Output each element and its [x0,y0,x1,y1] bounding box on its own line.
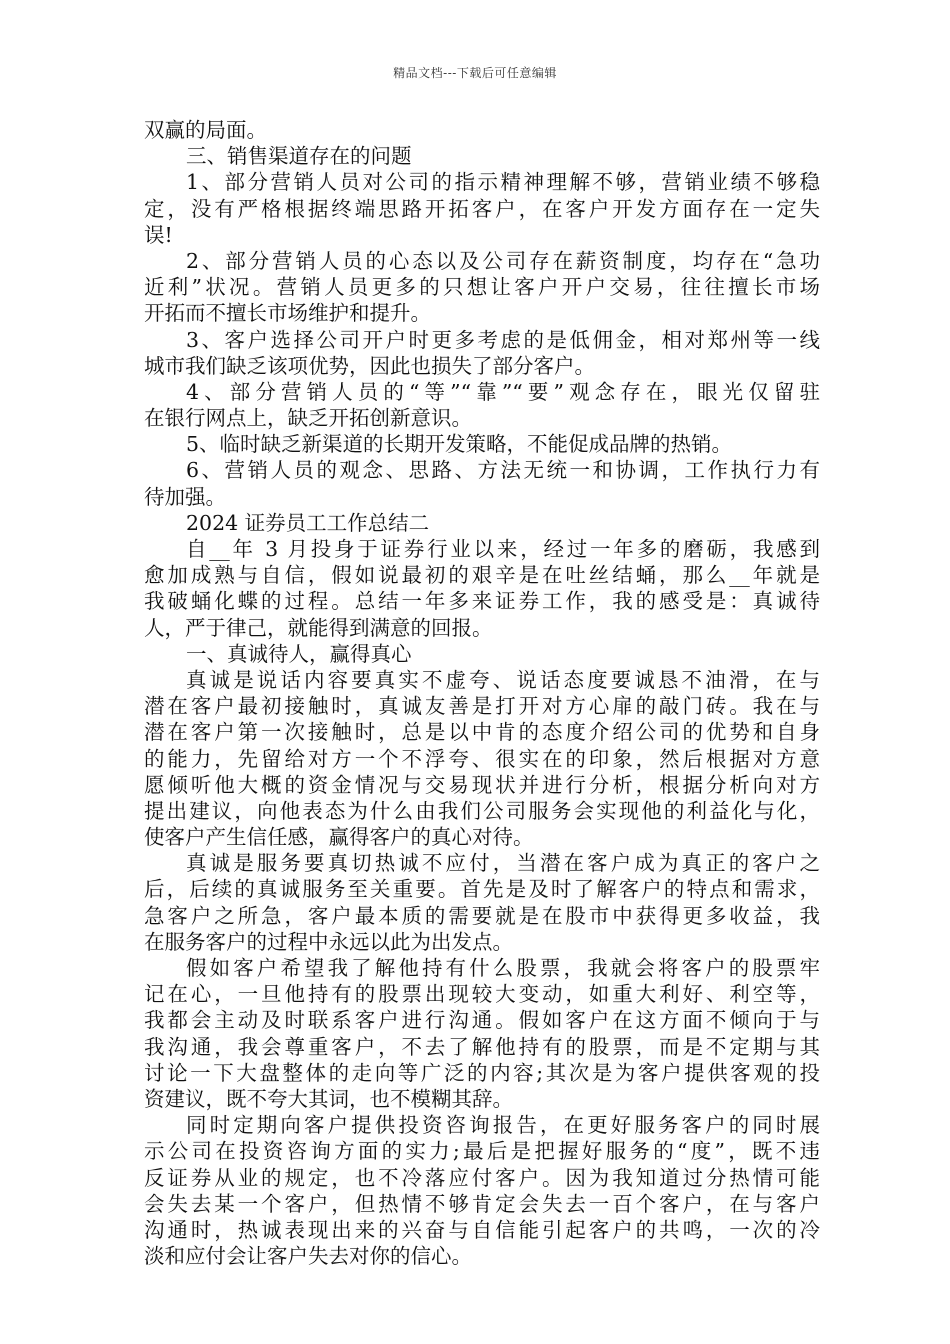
text-line: 我破蛹化蝶的过程。总结一年多来证券工作，我的感受是：真诚待 [144,589,820,614]
text-line: 沟通时，热诚表现出来的兴奋与自信能引起客户的共鸣，一次的冷 [144,1217,820,1242]
text-line: 6、营销人员的观念、思路、方法无统一和协调，工作执行力有 [186,458,820,483]
text-line: 误! [144,222,173,247]
text-line: 记在心，一旦他持有的股票出现较大变动，如重大利好、利空等， [144,982,820,1007]
text-line: 在服务客户的过程中永远以此为出发点。 [144,929,513,954]
text-line: 三、销售渠道存在的问题 [186,144,412,169]
document-body [144,117,820,1269]
text-line: 的能力，先留给对方一个不浮夸、很实在的印象，然后根据对方意 [144,746,820,771]
text-line: 会失去某一个客户，但热情不够肯定会失去一百个客户，在与客户 [144,1191,820,1216]
text-line: 2、部分营销人员的心态以及公司存在薪资制度，均存在“急功 [186,248,820,273]
text-line: 近利”状况。营销人员更多的只想让客户开户交易，往往擅长市场 [144,275,820,300]
text-line: 潜在客户第一次接触时，总是以中肯的态度介绍公司的优势和自身 [144,720,820,745]
text-line: 急客户之所急，客户最本质的需要就是在股市中获得更多收益，我 [144,903,820,928]
text-line: 3、客户选择公司开户时更多考虑的是低佣金，相对郑州等一线 [186,327,820,352]
text-line: 开拓而不擅长市场维护和提升。 [144,301,431,326]
text-line: 使客户产生信任感，赢得客户的真心对待。 [144,825,534,850]
text-line: 人，严于律己，就能得到满意的回报。 [144,615,493,640]
text-line: 愈加成熟与自信，假如说最初的艰辛是在吐丝结蛹，那么__年就是 [144,563,820,588]
text-line: 淡和应付会让客户失去对你的信心。 [144,1244,472,1269]
page-header: 精品文档---下载后可任意编辑 [393,66,557,80]
text-line: 后，后续的真诚服务至关重要。首先是及时了解客户的特点和需求， [144,877,820,902]
text-line: 真诚是说话内容要真实不虚夸、说话态度要诚恳不油滑，在与 [186,667,820,692]
text-line: 我都会主动及时联系客户进行沟通。假如客户在这方面不倾向于与 [144,1008,820,1033]
text-line: 待加强。 [144,484,226,509]
text-line: 潜在客户最初接触时，真诚友善是打开对方心扉的敲门砖。我在与 [144,694,820,719]
text-line: 定，没有严格根据终端思路开拓客户，在客户开发方面存在一定失 [144,196,820,221]
text-line: 反证券从业的规定，也不冷落应付客户。因为我知道过分热情可能 [144,1165,820,1190]
text-line: 真诚是服务要真切热诚不应付，当潜在客户成为真正的客户之 [186,851,820,876]
text-line: 同时定期向客户提供投资咨询报告，在更好服务客户的同时展 [186,1113,820,1138]
text-line: 示公司在投资咨询方面的实力;最后是把握好服务的“度”，既不违 [144,1139,820,1164]
text-line: 城市我们缺乏该项优势，因此也损失了部分客户。 [144,353,595,378]
text-line: 1、部分营销人员对公司的指示精神理解不够，营销业绩不够稳 [186,170,820,195]
text-line: 双赢的局面。 [144,118,267,142]
text-line: 自__年 3 月投身于证券行业以来，经过一年多的磨砺，我感到 [186,537,820,561]
text-line: 2024 证券员工工作总结二 [186,510,430,535]
text-line: 愿倾听他大概的资金情况与交易现状并进行分析，根据分析向对方 [144,772,820,797]
text-line: 讨论一下大盘整体的走向等广泛的内容;其次是为客户提供客观的投 [144,1060,820,1085]
text-line: 4、部分营销人员的“等”“靠”“要”观念存在，眼光仅留驻 [186,379,820,404]
text-line: 在银行网点上，缺乏开拓创新意识。 [144,406,472,431]
text-line: 我沟通，我会尊重客户，不去了解他持有的股票，而是不定期与其 [144,1034,820,1059]
text-line: 一、真诚待人，赢得真心 [186,641,412,666]
text-line: 资建议，既不夸大其词，也不模糊其辞。 [144,1086,513,1111]
text-line: 假如客户希望我了解他持有什么股票，我就会将客户的股票牢 [186,956,820,980]
text-line: 提出建议，向他表态为什么由我们公司服务会实现他的利益化与化， [144,798,820,823]
text-line: 5、临时缺乏新渠道的长期开发策略，不能促成品牌的热销。 [186,432,733,457]
